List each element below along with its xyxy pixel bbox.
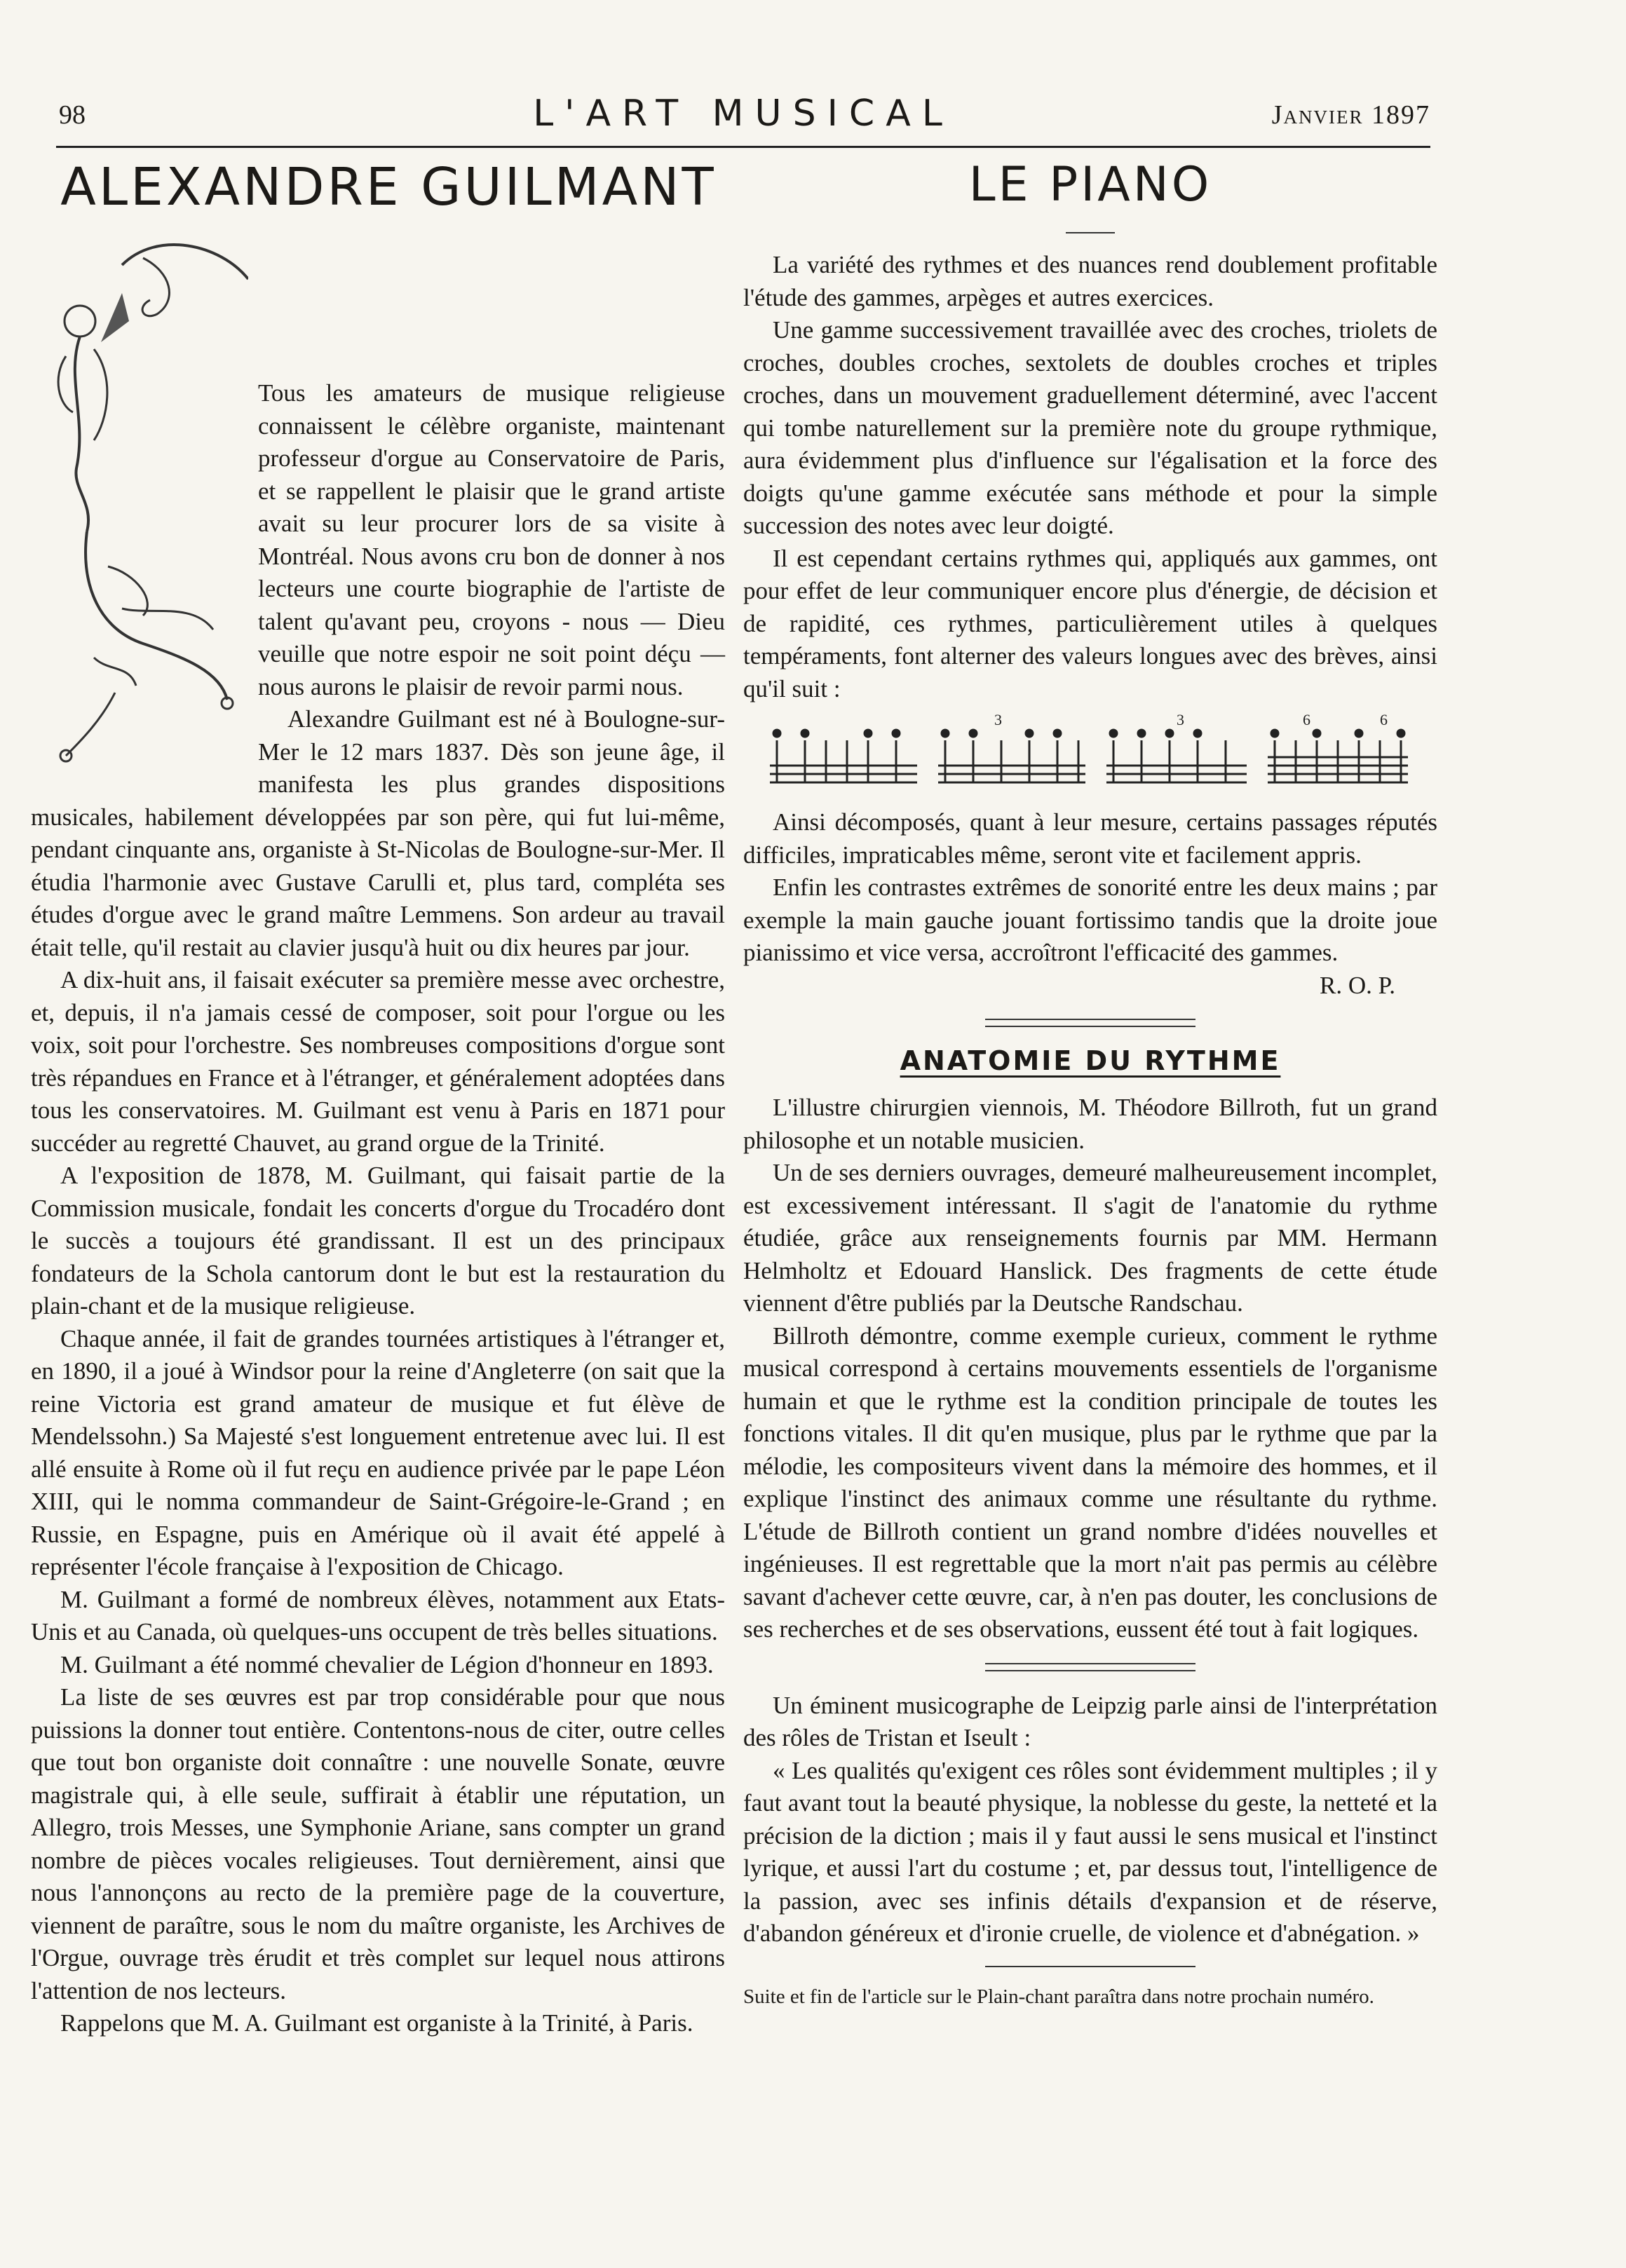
ornamental-initial-icon: [38, 237, 248, 770]
journal-title: L'ART MUSICAL: [533, 93, 954, 135]
footnote-divider: [985, 1966, 1195, 1967]
paragraph: M. Guilmant a été nommé chevalier de Légion d'honneur en 1893.: [60, 1650, 714, 1678]
rhythm-music-example: [763, 712, 1415, 796]
paragraph: La liste de ses œuvres est par trop considérable pour que nous puissions la donner tout entière. Contentons-nous de citer, outre celles que tout bon organiste doit connaître : une nouvelle Sonate, œuvre magistrale qui, à elle seule, suffirait à établir une réputation, un Allegro, trois Messes, une Symphonie Ariane, sans compter un grand nombre de pièces vocales religieuses. Tout dernièrement, ainsi que nous l'annonçons au recto de la première page de la couverture, viennent de paraître, sous le nom du maître organiste, les Archives de l'Orgue, ouvrage très érudit et très complet sur lequel nous attirons l'attention de nos lecteurs.: [31, 1683, 725, 2004]
footnote: Suite et fin de l'article sur le Plain-chant paraîtra dans notre prochain numéro.: [743, 1985, 1374, 2008]
paragraph: A dix-huit ans, il faisait exécuter sa première messe avec orchestre, et, depuis, il n'a jamais cessé de composer, soit pour l'orgue ou les voix, soit pour l'orchestre. Ses nombreuses compositions d'orgue sont très répandues en France et à l'étranger, et généralement adoptées dans tous les conservatoires. M. Guilmant est venu à Paris en 1871 pour succéder au regretté Chauvet, au grand orgue de la Trinité.: [31, 966, 725, 1157]
paragraph: Enfin les contrastes extrêmes de sonorité entre les deux mains ; par exemple la main gauche jouant fortissimo tandis que la droite joue pianissimo et vice versa, accroîtront l'efficacité des gammes.: [743, 874, 1437, 966]
paragraph: Un de ses derniers ouvrages, demeuré malheureusement incomplet, est excessivement intéressant. Il s'agit de l'anatomie du rythme étudiée, grâce aux renseignements fournis par MM. Hermann Helmholtz et Edouard Hanslick. Des fragments de cette étude viennent d'être publiés par la Deutsche Randschau.: [743, 1159, 1437, 1317]
paragraph: La variété des rythmes et des nuances rend doublement profitable l'étude des gammes, arpèges et autres exercices.: [743, 251, 1437, 311]
section-divider: [985, 1019, 1195, 1027]
page-number: 98: [59, 100, 86, 130]
tuplet-number: 3: [1177, 712, 1184, 728]
paragraph: « Les qualités qu'exigent ces rôles sont évidemment multiples ; il y faut avant tout la beauté physique, la noblesse du geste, la netteté et la précision de la diction ; mais il y faut aussi le sens musical et l'instinct lyrique, et aussi l'art du costume ; et, par dessus tout, l'intelligence de la passion, avec ses infinis détails d'expansion et de réserve, d'abandon généreux et d'ironie cruelle, de violence et d'abnégation. »: [743, 1756, 1437, 1947]
article-title-guilmant: ALEXANDRE GUILMANT: [60, 157, 717, 217]
paragraph: Chaque année, il fait de grandes tournées artistiques à l'étranger et, en 1890, il a joué à Windsor pour la reine d'Angleterre (on sait que la reine Victoria est grand amateur de musique et fut élève de Mendelssohn.) Sa Majesté s'est longuement entretenue avec lui. Il est allé ensuite à Rome où il fut reçu en audience privée par le pape Léon XIII, qui le nomma commandeur de Saint-Grégoire-le-Grand ; en Russie, en Espagne, puis en Amérique où il avait été appelé à représenter l'école française à l'exposition de Chicago.: [31, 1324, 725, 1580]
paragraph: Alexandre Guilmant est né à Boulogne-sur-Mer le 12 mars 1837. Dès son jeune âge, il manifesta les plus grandes dispositions musicales, habilement développées par son père, qui fut lui-même, pendant cinquante ans, organiste à St-Nicolas de Boulogne-sur-Mer. Il étudia l'harmonie avec Gustave Carulli et, plus tard, compléta ses études d'orgue avec le grand maître Lemmens. Son ardeur au travail était telle, qu'il restait au clavier jusqu'à huit ou dix heures par jour.: [31, 705, 725, 961]
paragraph: L'illustre chirurgien viennois, M. Théodore Billroth, fut un grand philosophe et un notable musicien.: [743, 1094, 1437, 1154]
paragraph: A l'exposition de 1878, M. Guilmant, qui faisait partie de la Commission musicale, fondait les concerts d'orgue du Trocadéro dont le succès a toujours été grandissant. Il est un des principaux fondateurs de la Schola cantorum dont le but est la restauration du plain-chant et de la musique religieuse.: [31, 1162, 725, 1319]
tuplet-number: 6: [1380, 712, 1388, 728]
article-signature: R. O. P.: [1320, 971, 1395, 999]
article-title-piano: LE PIANO: [968, 157, 1212, 212]
paragraph: Rappelons que M. A. Guilmant est organiste à la Trinité, à Paris.: [60, 2009, 693, 2037]
paragraph: Ainsi décomposés, quant à leur mesure, certains passages réputés difficiles, impraticables même, seront vite et facilement appris.: [743, 808, 1437, 869]
tuplet-number: 6: [1303, 712, 1310, 728]
title-rule: [1066, 232, 1115, 233]
right-column: [743, 157, 1437, 2009]
left-column: [31, 157, 725, 2040]
article-title-anatomie: ANATOMIE DU RYTHME: [900, 1045, 1281, 1076]
section-divider: [985, 1663, 1195, 1671]
paragraph: Tous les amateurs de musique religieuse connaissent le célèbre organiste, maintenant professeur d'orgue au Conservatoire de Paris, et se rappellent le plaisir que le grand artiste avait su leur procurer lors de sa visite à Montréal. Nous avons cru bon de donner à nos lecteurs une courte biographie de l'artiste de talent qu'avant peu, croyons - nous — Dieu veuille que notre espoir ne soit point déçu — nous aurons le plaisir de revoir parmi nous.: [258, 379, 725, 700]
tuplet-number: 3: [994, 712, 1002, 728]
running-header: [56, 90, 1430, 148]
paragraph: Un éminent musicographe de Leipzig parle ainsi de l'interprétation des rôles de Tristan et Iseult :: [743, 1691, 1437, 1751]
paragraph: Il est cependant certains rythmes qui, appliqués aux gammes, ont pour effet de leur communiquer encore plus d'énergie, de décision et de rapidité, ces rythmes, particulièrement utiles à quelques tempéraments, font alterner des valeurs longues avec des brèves, ainsi qu'il suit :: [743, 544, 1437, 702]
paragraph: M. Guilmant a formé de nombreux élèves, notamment aux Etats-Unis et au Canada, où quelques-uns occupent de très belles situations.: [31, 1585, 725, 1645]
issue-date: Janvier 1897: [1271, 100, 1430, 130]
paragraph: Une gamme successivement travaillée avec des croches, triolets de croches, doubles croches, sextolets de doubles croches et triples croches, dans un mouvement graduellement déterminé, avec l'accent qui tombe naturellement sur la première note du groupe rythmique, aura évidemment plus d'influence sur l'égalisation et la force des doigts qu'une gamme exécutée sans méthode et pour la simple succession des notes avec leur doigté.: [743, 316, 1437, 539]
paragraph: Billroth démontre, comme exemple curieux, comment le rythme musical correspond à certains mouvements essentiels de l'organisme humain et que le rythme est la condition principale de toutes les fonctions vitales. Il dit qu'en musique, plus par le rythme que par la mélodie, les compositeurs vivent dans la mémoire des hommes, et il explique l'instinct des animaux comme une résultante du rythme. L'étude de Billroth contient un grand nombre d'idées nouvelles et ingénieuses. Il est regrettable que la mort n'ait pas permis au célèbre savant d'achever cette œuvre, car, à n'en pas douter, les conclusions de ses recherches et de ses observations, eussent été tout à fait logiques.: [743, 1322, 1437, 1643]
dropcap-block: [31, 217, 725, 964]
